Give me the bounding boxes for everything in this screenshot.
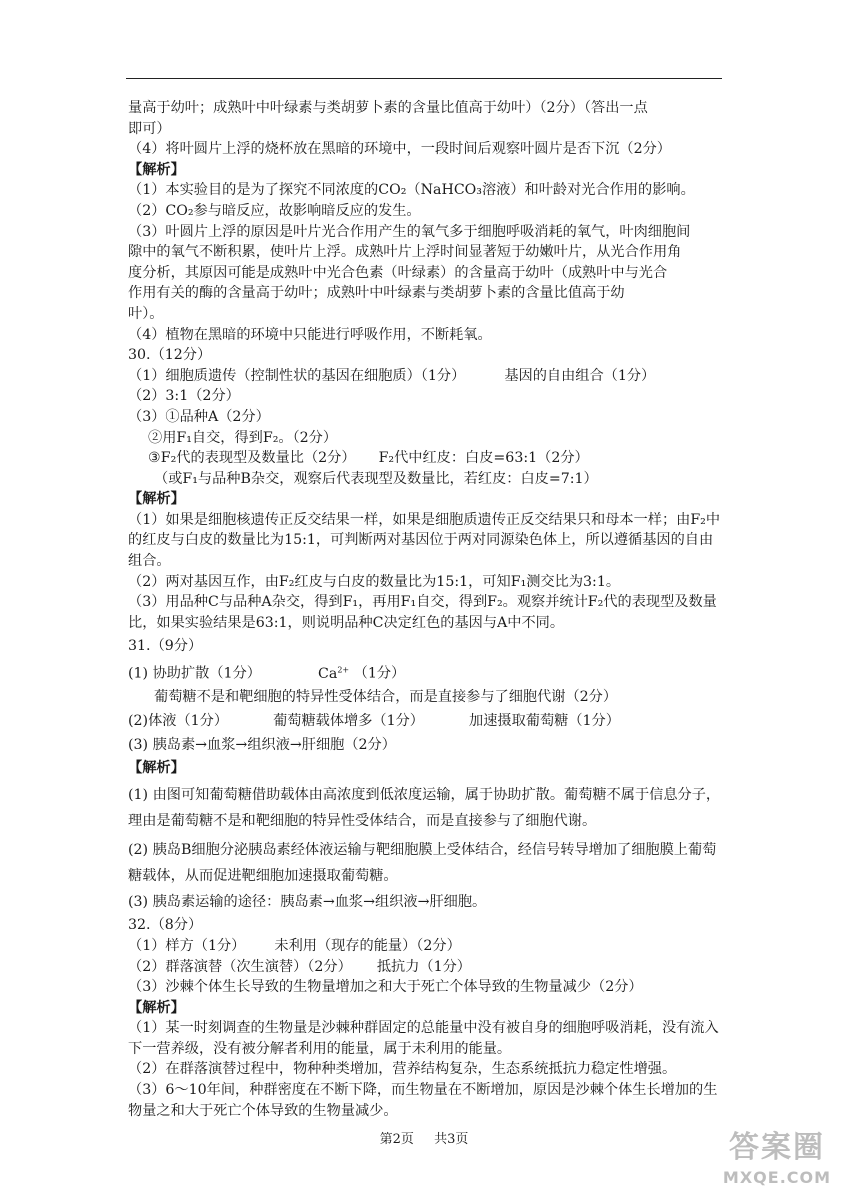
text-line: 隙中的氧气不断积累，使叶片上浮。成熟叶片上浮时间显著短于幼嫩叶片，从光合作用角	[128, 244, 682, 261]
answer-line	[128, 366, 724, 387]
answer-line: （或F₁与品种B杂交，观察后代表现型及数量比，若红皮：白皮=7:1）	[154, 470, 598, 487]
answer-line	[128, 936, 724, 957]
calcium-ion: $Ca^{2+}$	[317, 665, 350, 682]
page-total: 共3页	[434, 1132, 469, 1147]
answer-line	[128, 957, 724, 978]
answer-line: 葡萄糖不是和靶细胞的特异性受体结合，而是直接参与了细胞代谢（2分）	[154, 689, 618, 706]
text-line: （2）CO₂参与暗反应，故影响暗反应的发生。	[128, 202, 421, 219]
section-heading-jiexi: 【解析】	[128, 161, 185, 178]
analysis-paragraph: (2) 胰岛B细胞分泌胰岛素经体液运输与靶细胞膜上受体结合，经信号转导增加了细胞膜上葡萄糖载体，从而促进靶细胞加速摄取葡萄糖。	[128, 841, 717, 884]
text-line: （3）叶圆片上浮的原因是叶片光合作用产生的氧气多于细胞呼吸消耗的氧气，叶肉细胞间	[128, 223, 691, 240]
analysis-paragraph: （1）某一时刻调查的生物量是沙棘种群固定的总能量中没有被自身的细胞呼吸消耗，没有流入下一营养级，没有被分解者利用的能量，属于未利用的能量。	[128, 1020, 719, 1057]
section-heading-jiexi: 【解析】	[128, 760, 185, 777]
answer-line: （3）①品种A（2分）	[128, 408, 270, 425]
analysis-paragraph: （3）6～10年间，种群密度在不断下降，而生物量在不断增加，原因是沙棘个体生长增加的生物量之和大于死亡个体导致的生物量减少。	[128, 1082, 718, 1119]
answer-part: 基因的自由组合（1分）	[504, 367, 656, 384]
answer-line	[128, 448, 724, 469]
page-number: 第2页	[379, 1132, 414, 1147]
answer-part: ③F₂代的表现型及数量比（2分）	[148, 450, 356, 467]
answer-line	[128, 660, 724, 684]
answer-line: （3）沙棘个体生长导致的生物量增加之和大于死亡个体导致的生物量减少（2分）	[128, 979, 643, 996]
text-line: 作用有关的酶的含量高于幼叶；成熟叶中叶绿素与类胡萝卜素的含量比值高于幼	[128, 285, 625, 302]
answer-part: （1）样方（1分）	[128, 937, 246, 954]
answer-line: (3) 胰岛素→血浆→组织液→肝细胞（2分）	[128, 736, 396, 753]
answer-part: 抵抗力（1分）	[376, 958, 471, 975]
answer-part: 加速摄取葡萄糖（1分）	[469, 712, 620, 729]
analysis-paragraph: (3) 胰岛素运输的途径：胰岛素→血浆→组织液→肝细胞。	[128, 893, 487, 910]
text-line: 即可）	[128, 120, 171, 137]
answer-part: 葡萄糖载体增多（1分）	[273, 712, 424, 729]
text-line: （4）植物在黑暗的环境中只能进行呼吸作用，不断耗氧。	[128, 326, 492, 343]
answer-part: 未利用（现存的能量）（2分）	[274, 937, 461, 954]
answer-part: (1) 协助扩散（1分）	[128, 665, 261, 682]
text-line: （1）本实验目的是为了探究不同浓度的CO₂（NaHCO₃溶液）和叶龄对光合作用的影响。	[128, 182, 695, 199]
question-heading-30: 30.（12分）	[128, 347, 212, 364]
document-body	[128, 98, 724, 1121]
analysis-paragraph: （3）用品种C与品种A杂交，得到F₁，再用F₁自交，得到F₂。观察并统计F₂代的表现型及数量比，如果实验结果是63:1，则说明品种C决定红色的基因与A中不同。	[128, 594, 717, 631]
header-rule	[126, 78, 722, 79]
analysis-paragraph: (1) 由图可知葡萄糖借助载体由高浓度到低浓度运输，属于协助扩散。葡萄糖不属于信息分子，理由是葡萄糖不是和靶细胞的特异性受体结合，而是直接参与了细胞代谢。	[128, 786, 721, 829]
text-line: 叶）。	[128, 305, 164, 322]
answer-line: （2）3:1（2分）	[128, 388, 240, 405]
analysis-paragraph: （2）两对基因互作，由F₂红皮与白皮的数量比为15:1，可知F₁测交比为3:1。	[128, 573, 621, 590]
corner-watermark-logo: 答案圈 MXQE.COM	[722, 1130, 832, 1187]
analysis-paragraph: （2）在群落演替过程中，物种种类增加，营养结构复杂，生态系统抵抗力稳定性增强。	[128, 1061, 677, 1078]
answer-part: (2)体液（1分）	[128, 712, 229, 729]
analysis-paragraph: （1）如果是细胞核遗传正反交结果一样，如果是细胞质遗传正反交结果只和母本一样；由F₂中的红皮与白皮的数量比为15:1，可判断两对基因位于两对同源染色体上，所以遵循基因的自由组合。	[128, 511, 721, 570]
answer-part: F₂代中红皮：白皮=63:1（2分）	[378, 450, 589, 467]
answer-line: ②用F₁自交，得到F₂。（2分）	[148, 429, 338, 446]
question-heading-32: 32.（8分）	[128, 917, 203, 934]
text-line: 度分析，其原因可能是成熟叶中光合色素（叶绿素）的含量高于幼叶（成熟叶中与光合	[128, 264, 668, 281]
section-heading-jiexi: 【解析】	[128, 999, 185, 1016]
question-heading-31: 31.（9分）	[128, 638, 203, 655]
answer-part: （1分）	[353, 665, 406, 682]
answer-part: （1）细胞质遗传（控制性状的基因在细胞质）（1分）	[128, 367, 466, 384]
section-heading-jiexi: 【解析】	[128, 491, 185, 508]
text-line: （4）将叶圆片上浮的烧杯放在黑暗的环境中，一段时间后观察叶圆片是否下沉（2分）	[128, 141, 671, 158]
answer-line	[128, 711, 724, 732]
answer-part: （2）群落演替（次生演替）（2分）	[128, 958, 352, 975]
text-line: 量高于幼叶；成熟叶中叶绿素与类胡萝卜素的含量比值高于幼叶）（2分）（答出一点	[128, 100, 648, 116]
